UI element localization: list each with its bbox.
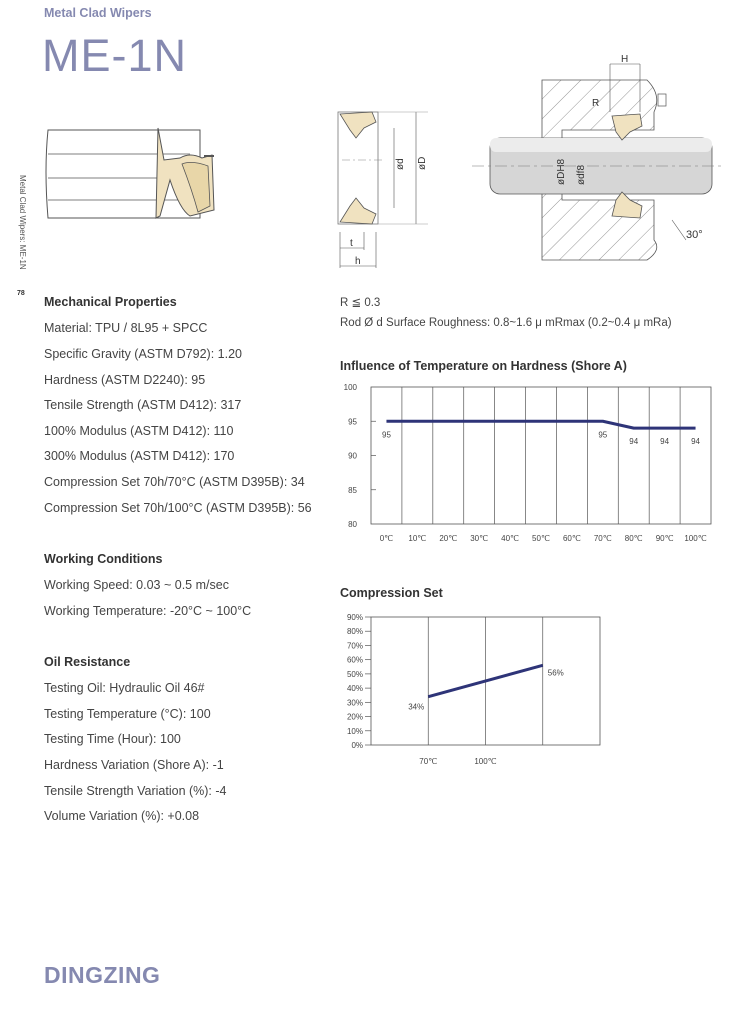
dim-t-label: t bbox=[350, 238, 353, 249]
y-tick-label: 95 bbox=[348, 417, 357, 427]
y-tick-label: 80 bbox=[348, 520, 357, 529]
compression-chart bbox=[336, 608, 616, 773]
mechanical-line: Compression Set 70h/100°C (ASTM D395B): 56 bbox=[44, 501, 312, 515]
working-heading: Working Conditions bbox=[44, 552, 163, 566]
data-label: 94 bbox=[660, 437, 670, 447]
hardness-chart bbox=[336, 378, 726, 548]
mechanical-line: 100% Modulus (ASTM D412): 110 bbox=[44, 424, 234, 438]
product-title: ME-1N bbox=[42, 30, 188, 81]
oil-line: Tensile Strength Variation (%): -4 bbox=[44, 784, 227, 798]
y-tick-label: 50% bbox=[346, 669, 363, 679]
dim-d-label: ød bbox=[395, 158, 406, 170]
data-label: 94 bbox=[691, 437, 700, 447]
data-label: 95 bbox=[382, 430, 391, 440]
dim-R-label: R bbox=[592, 98, 600, 109]
mechanical-line: 300% Modulus (ASTM D412): 170 bbox=[44, 449, 235, 463]
y-tick-label: 30% bbox=[346, 698, 363, 708]
page-number: 78 bbox=[17, 290, 25, 297]
dim-df8-label: ødf8 bbox=[576, 164, 587, 185]
mechanical-line: Material: TPU / 8L95 + SPCC bbox=[44, 321, 208, 335]
x-tick-label: 10℃ bbox=[408, 534, 427, 543]
roughness-spec: Rod Ø d Surface Roughness: 0.8~1.6 μ mRmax (0.2~0.4 μ mRa) bbox=[340, 317, 672, 329]
radius-spec: R ≦ 0.3 bbox=[340, 297, 381, 309]
data-label: 56% bbox=[547, 668, 564, 678]
dim-DH8-label: øDH8 bbox=[556, 158, 567, 185]
oil-line: Hardness Variation (Shore A): -1 bbox=[44, 758, 224, 772]
x-tick-label: 90℃ bbox=[655, 534, 674, 543]
mechanical-line: Compression Set 70h/70°C (ASTM D395B): 34 bbox=[44, 475, 305, 489]
dim-angle-label: 30° bbox=[686, 229, 703, 241]
brand-logo: DINGZING bbox=[44, 962, 161, 988]
mechanical-heading: Mechanical Properties bbox=[44, 295, 177, 309]
plot-frame bbox=[371, 387, 711, 524]
data-label: 95 bbox=[598, 430, 608, 440]
data-label: 94 bbox=[629, 437, 639, 447]
seal-section-drawing bbox=[40, 120, 220, 230]
x-tick-label: 100℃ bbox=[474, 757, 497, 766]
x-tick-label: 100℃ bbox=[684, 534, 707, 543]
x-tick-label: 60℃ bbox=[562, 534, 581, 543]
x-tick-label: 0℃ bbox=[379, 534, 394, 543]
seal-dimension-drawing bbox=[328, 100, 438, 275]
mechanical-line: Tensile Strength (ASTM D412): 317 bbox=[44, 398, 242, 412]
working-line: Working Speed: 0.03 ~ 0.5 m/sec bbox=[44, 578, 229, 592]
oil-heading: Oil Resistance bbox=[44, 655, 131, 669]
x-tick-label: 70℃ bbox=[593, 534, 612, 543]
y-tick-label: 85 bbox=[348, 485, 357, 495]
oil-line: Testing Time (Hour): 100 bbox=[44, 732, 181, 746]
x-tick-label: 30℃ bbox=[470, 534, 489, 543]
y-tick-label: 20% bbox=[346, 712, 363, 722]
x-tick-label: 40℃ bbox=[501, 534, 520, 543]
y-tick-label: 80% bbox=[346, 627, 363, 637]
y-tick-label: 90 bbox=[348, 451, 357, 461]
y-tick-label: 70% bbox=[346, 641, 363, 651]
y-tick-label: 100 bbox=[343, 383, 357, 392]
x-tick-label: 80℃ bbox=[624, 534, 643, 543]
category-label: Metal Clad Wipers bbox=[44, 6, 152, 20]
oil-line: Volume Variation (%): +0.08 bbox=[44, 809, 200, 823]
side-label: Metal Clad Wipers: ME-1N bbox=[18, 175, 27, 270]
y-tick-label: 90% bbox=[346, 613, 363, 622]
installation-drawing bbox=[472, 50, 722, 265]
x-tick-label: 70℃ bbox=[419, 757, 438, 766]
x-tick-label: 50℃ bbox=[532, 534, 550, 543]
dim-h-label: h bbox=[355, 256, 361, 267]
oil-line: Testing Temperature (°C): 100 bbox=[44, 707, 211, 721]
dim-H-label: H bbox=[621, 54, 629, 65]
x-tick-label: 20℃ bbox=[439, 534, 458, 543]
y-tick-label: 60% bbox=[346, 655, 363, 665]
dim-D-label: øD bbox=[417, 156, 428, 170]
y-tick-label: 40% bbox=[346, 684, 363, 694]
y-tick-label: 10% bbox=[346, 726, 363, 736]
mechanical-line: Hardness (ASTM D2240): 95 bbox=[44, 373, 206, 387]
mechanical-line: Specific Gravity (ASTM D792): 1.20 bbox=[44, 347, 242, 361]
y-tick-label: 0% bbox=[351, 741, 363, 750]
oil-line: Testing Oil: Hydraulic Oil 46# bbox=[44, 681, 205, 695]
data-label: 34% bbox=[408, 702, 425, 712]
compression-chart-title: Compression Set bbox=[340, 586, 443, 600]
working-line: Working Temperature: -20°C ~ 100°C bbox=[44, 604, 252, 618]
hardness-chart-title: Influence of Temperature on Hardness (Shore A) bbox=[340, 359, 627, 373]
